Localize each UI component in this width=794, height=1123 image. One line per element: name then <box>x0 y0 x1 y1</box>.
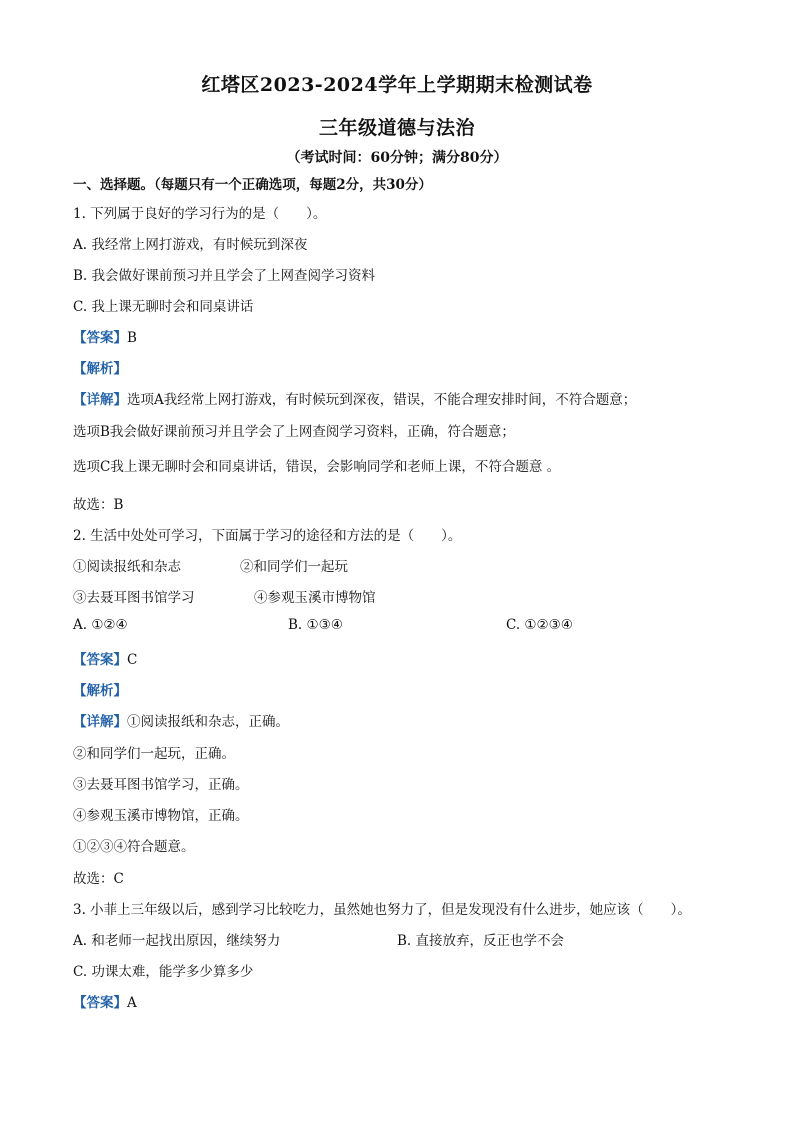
q3-option-c: C. 功课太难，能学多少算多少 <box>73 964 254 980</box>
q1-detail-row-1 <box>73 388 636 408</box>
q2-option-a: A. ①②④ <box>73 617 128 633</box>
q2-detail-row-1 <box>73 710 289 730</box>
q3-stem: 3. 小菲上三年级以后，感到学习比较吃力，虽然她也努力了，但是发现没有什么进步，她应该（ ）。 <box>73 902 691 918</box>
analysis-label: 【解析】 <box>73 361 127 377</box>
q2-stem: 2. 生活中处处可学习，下面属于学习的途径和方法的是（ ）。 <box>73 528 462 544</box>
q1-detail-text-3: 选项C我上课无聊时会和同桌讲话，错误，会影响同学和老师上课，不符合题意 。 <box>73 459 561 475</box>
q1-option-c: C. 我上课无聊时会和同桌讲话 <box>73 299 254 315</box>
q3-answer-row <box>73 991 137 1011</box>
q2-detail-text-1: ①阅读报纸和杂志，正确。 <box>127 714 289 730</box>
q2-item-2: ②和同学们一起玩 <box>240 559 348 575</box>
detail-label: 【详解】 <box>73 714 127 730</box>
q1-detail-text-2: 选项B我会做好课前预习并且学会了上网查阅学习资料，正确，符合题意； <box>73 424 515 440</box>
answer-label: 【答案】 <box>73 330 127 346</box>
q2-choice: 故选：C <box>73 871 124 887</box>
q1-answer-row <box>73 326 137 346</box>
q3-option-a: A. 和老师一起找出原因，继续努力 <box>73 933 281 949</box>
q2-detail-text-4: ④参观玉溪市博物馆，正确。 <box>73 808 249 824</box>
detail-label: 【详解】 <box>73 392 127 408</box>
q1-stem: 1. 下列属于良好的学习行为的是（ ）。 <box>73 206 327 222</box>
q1-analysis-row <box>73 357 127 377</box>
q2-option-b: B. ①③④ <box>288 617 343 633</box>
q2-answer-row <box>73 648 137 668</box>
exam-info: （考试时间：60分钟；满分80分） <box>286 150 508 166</box>
q2-item-3: ③去聂耳图书馆学习 <box>73 590 195 606</box>
q2-detail-text-2: ②和同学们一起玩，正确。 <box>73 746 235 762</box>
q2-item-4: ④参观玉溪市博物馆 <box>254 590 376 606</box>
analysis-label: 【解析】 <box>73 683 127 699</box>
exam-subject: 三年级道德与法治 <box>318 117 475 139</box>
section-heading: 一、选择题。（每题只有一个正确选项，每题2分，共30分） <box>73 177 432 193</box>
q1-detail-text-1: 选项A我经常上网打游戏，有时候玩到深夜，错误，不能合理安排时间，不符合题意； <box>127 392 637 408</box>
q3-answer-value: A <box>127 995 137 1011</box>
q2-option-c: C. ①②③④ <box>506 617 573 633</box>
q2-item-1: ①阅读报纸和杂志 <box>73 559 181 575</box>
q1-option-b: B. 我会做好课前预习并且学会了上网查阅学习资料 <box>73 268 376 284</box>
q3-option-b: B. 直接放弃，反正也学不会 <box>397 933 565 949</box>
q2-detail-text-5: ①②③④符合题意。 <box>73 839 195 855</box>
answer-label: 【答案】 <box>73 995 127 1011</box>
q2-analysis-row <box>73 679 127 699</box>
answer-label: 【答案】 <box>73 652 127 668</box>
q1-answer-value: B <box>127 330 137 346</box>
exam-title: 红塔区2023-2024学年上学期期末检测试卷 <box>201 74 593 96</box>
q2-detail-text-3: ③去聂耳图书馆学习，正确。 <box>73 777 249 793</box>
q2-answer-value: C <box>127 652 138 668</box>
q1-option-a: A. 我经常上网打游戏，有时候玩到深夜 <box>73 237 308 253</box>
q1-choice: 故选：B <box>73 497 124 513</box>
